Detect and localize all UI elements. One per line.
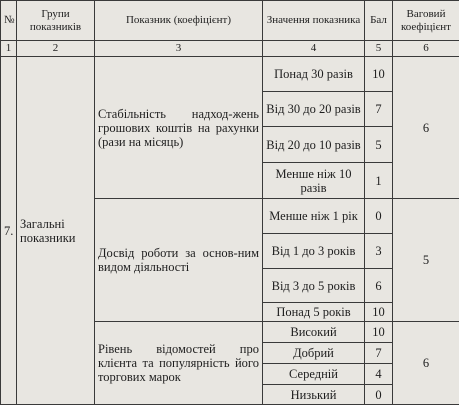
header-weight: Ваговий коефіцієнт [393,1,459,41]
score-cell: 0 [365,385,393,405]
value-label: Від 30 до 20 разів [263,92,365,127]
score-cell: 4 [365,364,393,385]
indicator-name: Рівень відомостей про клієнта та популярність його торгових марок [95,322,263,405]
header-value: Значення показника [263,1,365,41]
header-row [1,1,459,41]
header-group: Групи показників [17,1,95,41]
value-label: Низький [263,385,365,405]
value-label: Понад 5 років [263,303,365,322]
score-cell: 10 [365,322,393,343]
value-label: Від 1 до 3 років [263,234,365,269]
weight-cell: 5 [393,199,459,322]
column-number: 1 [1,41,17,57]
score-cell: 1 [365,163,393,199]
value-label: Менше ніж 1 рік [263,199,365,234]
value-label: Добрий [263,343,365,364]
score-cell: 7 [365,92,393,127]
column-number-row [1,41,459,57]
column-number: 3 [95,41,263,57]
header-no: № [1,1,17,41]
score-cell: 10 [365,303,393,322]
score-cell: 5 [365,127,393,163]
header-indicator: Показник (коефіцієнт) [95,1,263,41]
indicator-name: Досвід роботи за основ-ним видом діяльності [95,199,263,322]
score-cell: 10 [365,57,393,92]
indicator-name: Стабільність надход-жень грошових коштів на рахунки (рази на місяць) [95,57,263,199]
value-label: Менше ніж 10 разів [263,163,365,199]
group-name: Загальні показники [17,57,95,405]
row-number: 7. [1,57,17,405]
column-number: 6 [393,41,459,57]
column-number: 2 [17,41,95,57]
column-number: 5 [365,41,393,57]
header-score: Бал [365,1,393,41]
table-row [1,57,459,92]
score-cell: 0 [365,199,393,234]
weight-cell: 6 [393,57,459,199]
value-label: Високий [263,322,365,343]
value-label: Від 20 до 10 разів [263,127,365,163]
score-cell: 3 [365,234,393,269]
value-label: Понад 30 разів [263,57,365,92]
score-cell: 6 [365,269,393,303]
score-cell: 7 [365,343,393,364]
value-label: Середній [263,364,365,385]
value-label: Від 3 до 5 років [263,269,365,303]
column-number: 4 [263,41,365,57]
weight-cell: 6 [393,322,459,405]
